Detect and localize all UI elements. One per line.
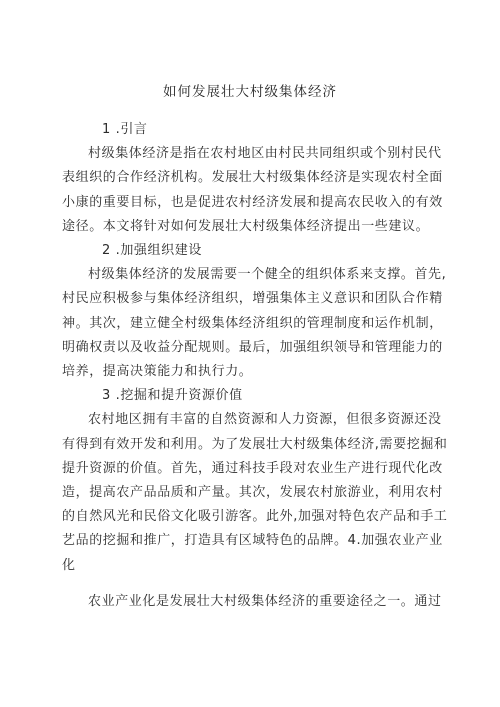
paragraph-line: 神。其次，建立健全村级集体经济组织的管理制度和运作机制， [62, 315, 443, 331]
paragraph-line: 造，提高农产品品质和产量。其次，发展农村旅游业，利用农村 [62, 485, 443, 501]
section-paragraph-organization [62, 263, 447, 384]
paragraph-line: 艺品的挖掘和推广，打造具有区域特色的品牌。4.加强农业产业 [62, 533, 443, 549]
paragraph-line: 农村地区拥有丰富的自然资源和人力资源，但很多资源还没 [88, 412, 442, 428]
document-body [62, 118, 447, 614]
paragraph-line: 有得到有效开发和利用。为了发展壮大村级集体经济,需要挖掘和 [62, 436, 448, 452]
paragraph-line: 明确权责以及收益分配规则。最后，加强组织领导和管理能力的 [62, 339, 443, 355]
paragraph-line: 化 [62, 557, 76, 573]
paragraph-line: 小康的重要目标，也是促进农村经济发展和提高农民收入的有效 [62, 194, 443, 210]
paragraph-line: 提升资源的价值。首先，通过科技手段对农业生产进行现代化改 [62, 460, 443, 476]
paragraph-line: 的自然风光和民俗文化吸引游客。此外,加强对特色农产品和手工 [62, 509, 448, 525]
section-paragraph-industrialization [62, 590, 447, 614]
section-paragraph-intro [62, 142, 447, 239]
paragraph-line: 表组织的合作经济机构。发展壮大村级集体经济是实现农村全面 [62, 170, 443, 186]
paragraph-line: 农业产业化是发展壮大村级集体经济的重要途径之一。通过 [88, 593, 442, 609]
paragraph-line: 村民应积极参与集体经济组织，增强集体主义意识和团队合作精 [62, 291, 443, 307]
section-paragraph-resources [62, 408, 447, 577]
paragraph-line: 村级集体经济的发展需要一个健全的组织体系来支撑。首先, [88, 267, 447, 283]
paragraph-line: 途径。本文将针对如何发展壮大村级集体经济提出一些建议。 [62, 218, 430, 234]
section-heading-resources: 3 .挖掘和提升资源价值 [102, 388, 243, 404]
section-heading-organization: 2 .加强组织建设 [102, 243, 202, 259]
document-title: 如何发展壮大村级集体经济 [163, 84, 337, 100]
paragraph-line: 村级集体经济是指在农村地区由村民共同组织或个别村民代 [88, 146, 442, 162]
section-heading-intro: 1 .引言 [102, 122, 148, 137]
paragraph-line: 培养，提高决策能力和执行力。 [62, 364, 253, 380]
